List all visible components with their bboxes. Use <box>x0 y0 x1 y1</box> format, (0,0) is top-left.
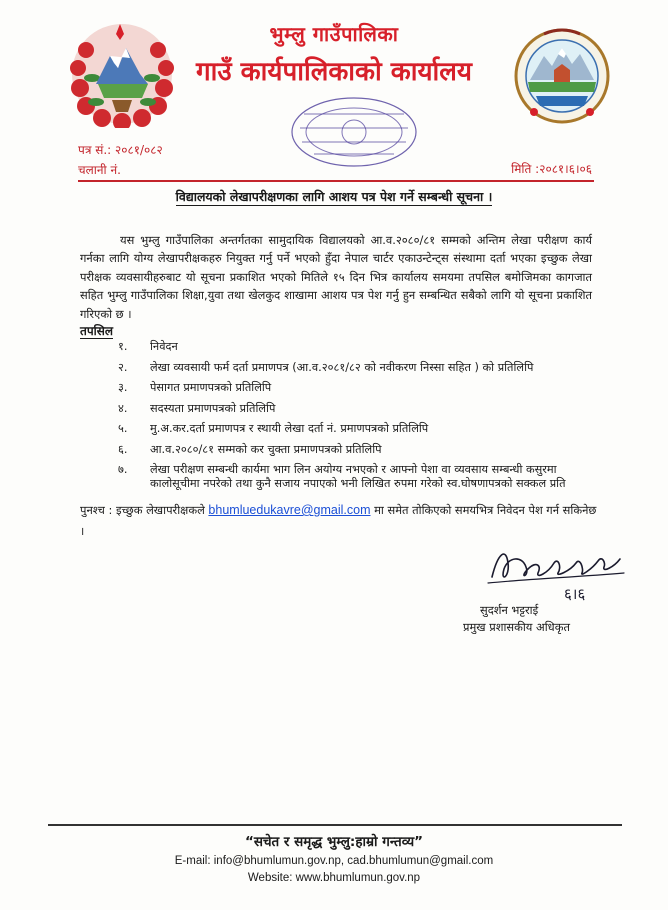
office-stamp <box>284 92 424 172</box>
signature-date: ६।६ <box>564 585 586 603</box>
list-item: ७. लेखा परीक्षण सम्बन्धी कार्यमा भाग लिन अयोग्य नभएको र आफ्नो पेशा वा व्यवसाय सम्बन्धी कसुरमा कालोसूचीमा नपरेको तथा कुनै सजाय नपाएको भनी लिखित रुपमा गरेको स्व.घोषणापत्रको सक्कल प्रति <box>118 463 566 490</box>
list-item: ३. पेसागत प्रमाणपत्रको प्रतिलिपि <box>118 381 272 394</box>
footer-email-line: E-mail: info@bhumlumun.gov.np, cad.bhumlumun@gmail.com <box>174 855 494 867</box>
header-divider <box>78 180 594 182</box>
reference-block <box>78 140 163 180</box>
office-name: गाउँ कार्यपालिकाको कार्यालय <box>196 57 472 87</box>
signer-name: सुदर्शन भट्टराई <box>480 603 539 617</box>
signer-title: प्रमुख प्रशासकीय अधिकृत <box>463 620 570 634</box>
email-link[interactable]: bhumluedukavre@gmail.com <box>208 503 371 517</box>
list-heading-text: तपसिल <box>80 324 114 338</box>
subject-line <box>0 188 668 205</box>
list-heading <box>80 322 113 339</box>
note-prefix: पुनश्च : इच्छुक लेखापरीक्षकले <box>80 503 205 517</box>
footer-divider <box>48 824 622 826</box>
note-suffix: मा समेत तोकिएको समयभित्र निवेदन पेश गर्न सकिनेछ । <box>80 503 597 538</box>
list-item: ६. आ.व.२०८०/८१ सम्मको कर चुक्ता प्रमाणपत्रको प्रतिलिपि <box>118 442 382 456</box>
letter-date: मिति :२०८१।६।०६ <box>511 162 592 176</box>
document-list <box>118 340 598 499</box>
list-item: २. लेखा व्यवसायी फर्म दर्ता प्रमाणपत्र (आ.व.२०८१/८२ को नवीकरण निस्सा सहित ) को प्रतिलिपि <box>118 360 534 374</box>
handwritten-signature <box>478 533 628 605</box>
subject-text: विद्यालयको लेखापरीक्षणका लागि आशय पत्र पेश गर्ने सम्बन्धी सूचना । <box>175 189 493 204</box>
list-item: ५. मु.अ.कर.दर्ता प्रमाणपत्र र स्थायी लेखा दर्ता नं. प्रमाणपत्रको प्रतिलिपि <box>118 422 429 435</box>
list-item: १. निवेदन <box>118 340 178 353</box>
footer-motto: “सचेत र समृद्ध भुम्लु:हाम्रो गन्तव्य” <box>244 834 424 850</box>
footer-website-line: Website: www.bhumlumun.gov.np <box>247 872 421 884</box>
body-paragraph: यस भुम्लु गाउँपालिका अन्तर्गतका सामुदायिक विद्यालयको आ.व.२०८०/८१ सम्मको अन्तिम लेखा परीक्षण कार्य गर्नका लागि योग्य लेखापरीक्षकहरु नियुक्त गर्नु पर्ने भएको हुँदा नेपाल चार्टर एकाउन्टेन्ट्स संस्थामा दर्ता भएका इच्छुक लेखा परीक्षक व्यवसायीहरुबाट यो सूचना प्रकाशित भएको मितिले १५ दिन भित्र कार्यालय समयमा तपसिल बमोजिमका कागजात सहित भुम्लु गाउँपालिका शिक्षा,युवा तथा खेलकुद शाखामा आशय पत्र पेश गर्नु हुन सम्बन्धित सबैको लागि यो सूचना प्रकाशित गरिएको छ । <box>80 233 592 321</box>
municipality-name: भुम्लु गाउँपालिका <box>269 22 399 46</box>
list-item: ४. सदस्यता प्रमाणपत्रको प्रतिलिपि <box>118 401 276 415</box>
dispatch-number: चलानी नं. <box>78 163 121 177</box>
letter-number: पत्र सं.: २०८१/०८२ <box>78 143 163 157</box>
